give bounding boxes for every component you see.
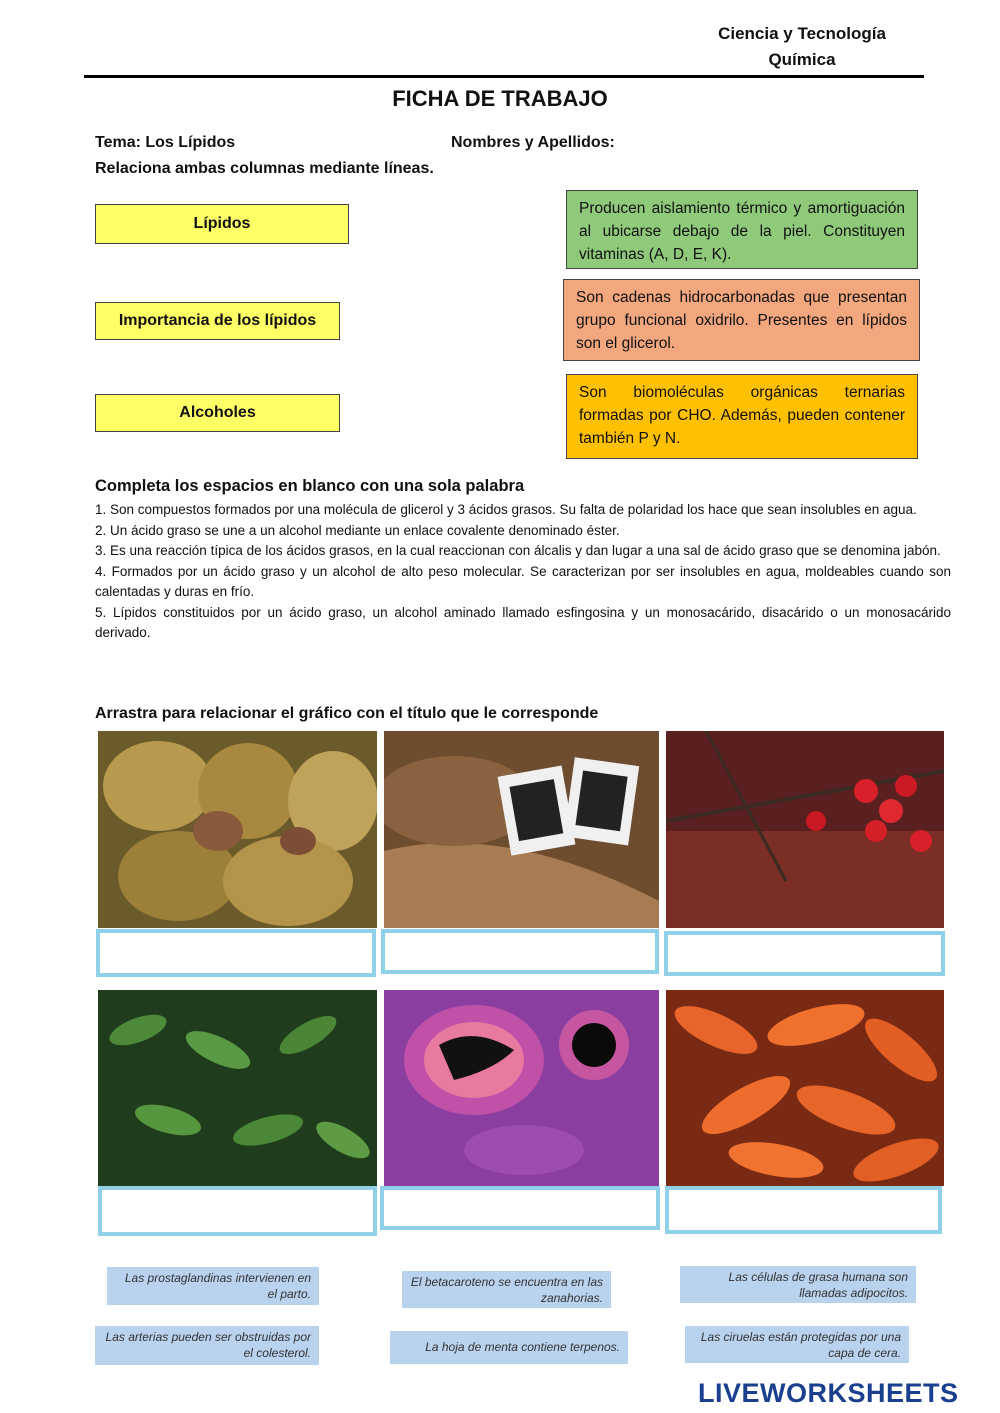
section1-instruction: Relaciona ambas columnas mediante líneas. [95,160,434,177]
nombres-label: Nombres y Apellidos: [451,134,615,151]
photo-fat-cells [98,731,377,928]
match-left-alcoholes[interactable]: Alcoholes [95,394,340,432]
list-item: 2. Un ácido graso se une a un alcohol mediante un enlace covalente denominado éster. [95,522,620,538]
drag-label-ciruelas[interactable]: Las ciruelas están protegidas por una capa de cera. [685,1326,909,1363]
liveworksheets-logo: LIVEWORKSHEETS [698,1378,959,1408]
list-item: 4. Formados por un ácido graso y un alcohol de alto peso molecular. Se caracterizan por ser insolubles en agua, moldeables cuando son calentadas y duras en frío. [95,563,951,599]
drop-target-5[interactable] [380,1186,660,1230]
list-item: 5. Lípidos constituidos por un ácido graso, un alcohol aminado llamado esfingosina y un monosacárido, disacárido o un monosacárido derivado. [95,604,951,640]
section2-heading: Completa los espacios en blanco con una sola palabra [95,477,525,495]
section3-heading: Arrastra para relacionar el gráfico con el título que le corresponde [95,705,599,722]
match-left-lipidos[interactable]: Lípidos [95,204,349,244]
photo-pregnancy-ultrasound [384,731,659,928]
drop-target-1[interactable] [96,929,376,977]
match-right-3[interactable]: Son biomoléculas orgánicas ternarias formadas por CHO. Además, pueden contener también P y N. [566,374,918,459]
match-left-importancia[interactable]: Importancia de los lípidos [95,302,340,340]
drag-label-betacaroteno[interactable]: El betacaroteno se encuentra en las zanahorias. [402,1271,611,1308]
tema-label: Tema: Los Lípidos [95,134,236,151]
drag-label-colesterol[interactable]: Las arterias pueden ser obstruidas por el colesterol. [95,1326,319,1365]
course-header: Química [768,50,836,69]
drag-label-prostaglandinas[interactable]: Las prostaglandinas intervienen en el parto. [107,1267,319,1305]
match-right-1[interactable]: Producen aislamiento térmico y amortiguación al ubicarse debajo de la piel. Constituyen vitaminas (A, D, E, K). [566,190,918,269]
header-rule [84,75,924,78]
drag-label-terpenos[interactable]: La hoja de menta contiene terpenos. [390,1331,628,1364]
match-right-2[interactable]: Son cadenas hidrocarbonadas que presentan grupo funcional oxidrilo. Presentes en lípidos son el glicerol. [563,279,920,361]
drop-target-6[interactable] [665,1186,942,1234]
subject-header: Ciencia y Tecnología [718,24,886,43]
list-item: 3. Es una reacción típica de los ácidos grasos, en la cual reaccionan con álcalis y dan lugar a una sal de ácido graso que se denomina jabón. [95,543,941,558]
photo-artery-section [384,990,659,1186]
drop-target-2[interactable] [381,929,659,974]
list-item: 1. Son compuestos formados por una molécula de glicerol y 3 ácidos grasos. Su falta de polaridad los hace que sean insolubles en agua. [95,502,917,517]
photo-carrots [666,990,944,1186]
page-title: FICHA DE TRABAJO [392,86,608,111]
drop-target-4[interactable] [98,1186,377,1236]
photo-red-berries [666,731,944,928]
photo-mint-leaves [98,990,377,1186]
drag-label-adipocitos[interactable]: Las células de grasa humana son llamadas adipocitos. [680,1266,916,1303]
fill-in-list [95,500,951,644]
drop-target-3[interactable] [664,931,945,976]
